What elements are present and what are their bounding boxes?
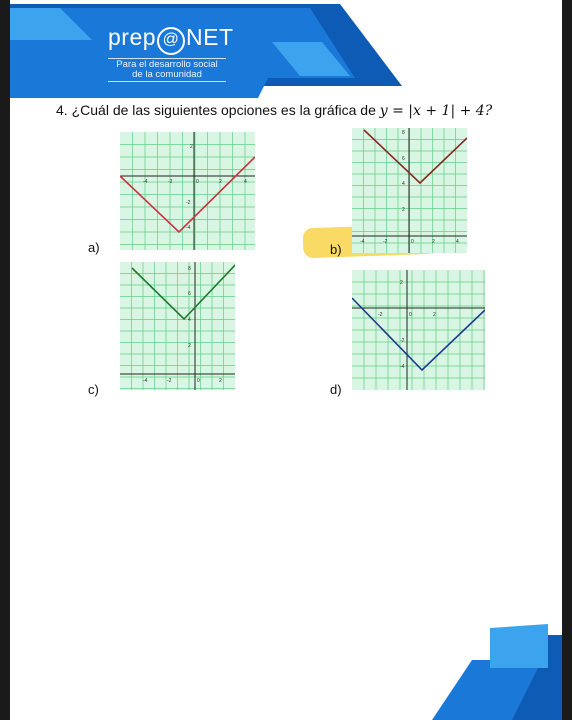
option-b-label[interactable]: b): [330, 242, 342, 257]
tick-label: 4: [188, 317, 191, 323]
graph-b-line: [364, 130, 467, 183]
graph-option-b[interactable]: [352, 128, 467, 253]
tick-label: 8: [402, 130, 405, 136]
tick-label: -4: [186, 225, 191, 231]
tick-label: 8: [188, 266, 191, 272]
tick-label: -2: [167, 378, 172, 384]
logo-at: @: [157, 27, 185, 55]
tick-label: 4: [244, 179, 247, 185]
option-a-label[interactable]: a): [88, 240, 100, 255]
question-number: 4.: [56, 102, 68, 118]
worksheet-page: [10, 0, 562, 720]
tick-label: 0: [197, 378, 200, 384]
tagline-line-1: Para el desarrollo social: [116, 59, 218, 70]
option-c-label[interactable]: c): [88, 382, 99, 397]
graph-option-d[interactable]: [352, 270, 485, 390]
tick-label: -2: [168, 179, 173, 185]
tick-label: 2: [188, 343, 191, 349]
corner-decoration: [432, 610, 562, 720]
tick-label: -4: [360, 239, 365, 245]
tick-label: -2: [383, 239, 388, 245]
graph-option-a[interactable]: [120, 132, 255, 250]
graph-c-line: [132, 262, 235, 319]
tick-label: 2: [432, 239, 435, 245]
tick-label: -2: [378, 312, 383, 318]
option-d-label[interactable]: d): [330, 382, 342, 397]
tick-label: 2: [219, 378, 222, 384]
tagline-line-2: de la comunidad: [132, 69, 202, 80]
question-text: ¿Cuál de las siguientes opciones es la gráfica de: [71, 102, 376, 118]
question-equation: y = |x + 1| + 4?: [379, 103, 493, 119]
graph-option-c[interactable]: [120, 262, 235, 390]
tick-label: -4: [143, 179, 148, 185]
tick-label: 6: [402, 156, 405, 162]
tick-label: 0: [411, 239, 414, 245]
tick-label: 4: [456, 239, 459, 245]
tick-label: 2: [402, 207, 405, 213]
tick-label: 0: [409, 312, 412, 318]
tick-label: 4: [402, 181, 405, 187]
logo-tagline: [108, 58, 226, 82]
graph-d-line: [352, 298, 485, 370]
prepanet-banner: [10, 0, 562, 110]
tick-label: 2: [219, 179, 222, 185]
question-4: [56, 102, 492, 119]
tick-label: -4: [143, 378, 148, 384]
logo-prep: prep: [108, 24, 157, 50]
tick-label: 2: [190, 144, 193, 150]
tick-label: -4: [400, 364, 405, 370]
tick-label: -2: [400, 338, 405, 344]
prepanet-logo: [108, 24, 234, 55]
tick-label: 6: [188, 291, 191, 297]
logo-net: NET: [186, 24, 234, 50]
tick-label: 0: [196, 179, 199, 185]
tick-label: 2: [400, 280, 403, 286]
corner-light-shape: [490, 624, 548, 668]
tick-label: 2: [433, 312, 436, 318]
tick-label: -2: [186, 200, 191, 206]
